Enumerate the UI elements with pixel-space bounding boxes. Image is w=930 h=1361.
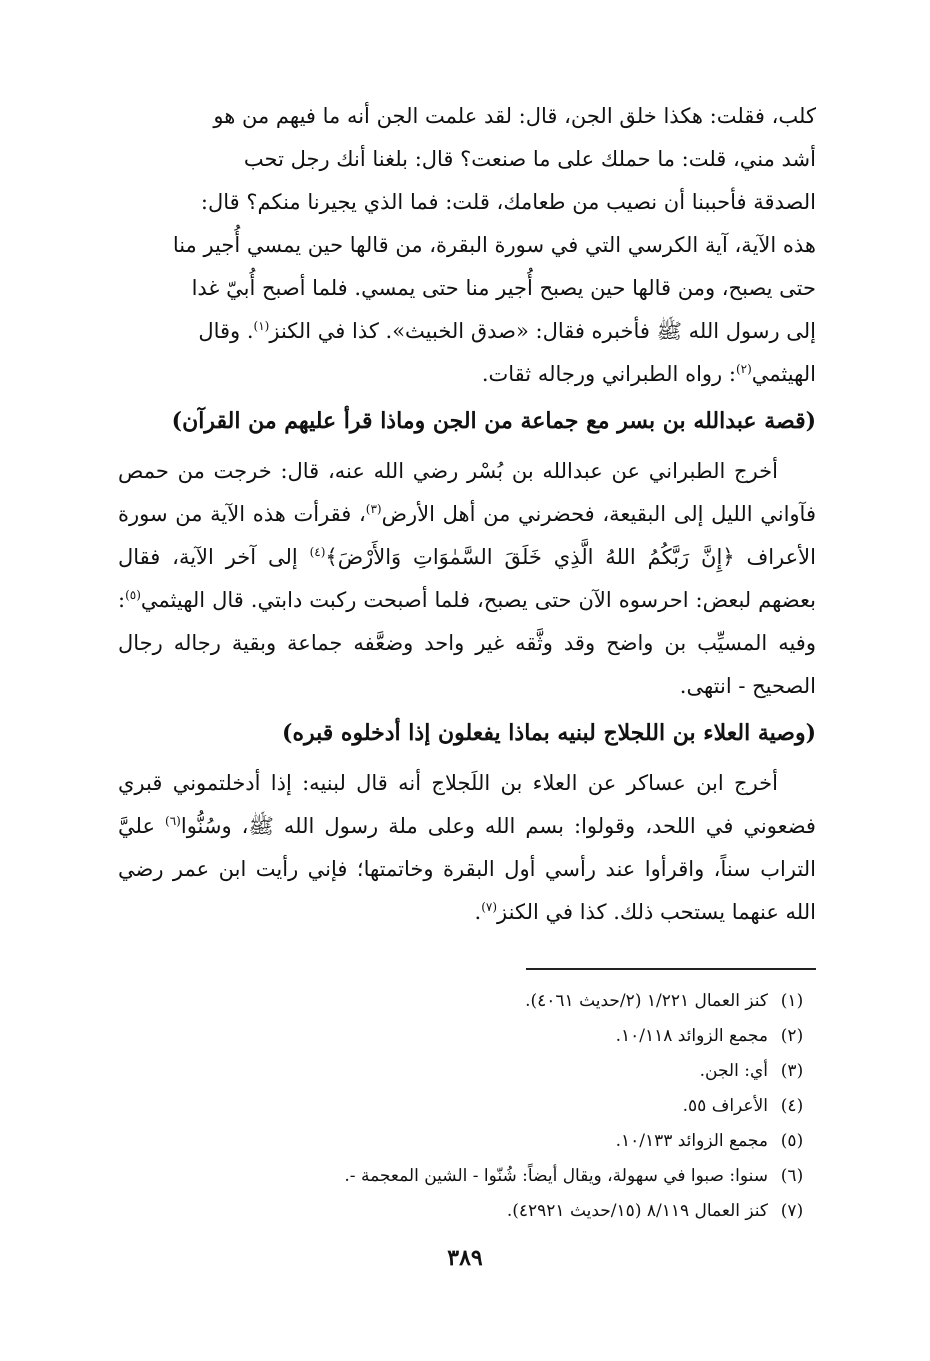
text-run: الهيثمي — [751, 362, 816, 386]
paragraph-ala-bin-lajlaj — [118, 762, 816, 934]
text-line: حتى يصبح، ومن قالها حين يصبح أُجير منا حتى يمسي. فلما أصبح أُبيّ غدا — [191, 276, 816, 300]
text-run: إلى رسول الله ﷺ فأخبره فقال: «صدق الخبيث». كذا في الكنز — [269, 319, 816, 343]
quran-verse: ﴿إِنَّ رَبَّكُمُ اللهُ الَّذِي خَلَقَ السَّمٰوَاتِ وَالأَرْضَ﴾ — [325, 545, 735, 569]
paragraph-abdullah-bin-busr — [118, 450, 816, 708]
text-run: إلى آخر الآية، فقال بعضهم لبعض: احرسوه الآن حتى يصبح، فلما أصبحت ركبت دابتي. قال الهيثمي — [118, 545, 816, 612]
footnote-number: (٧) — [780, 1201, 804, 1221]
footnote-item — [118, 1124, 816, 1159]
section-jinn-story-end — [118, 95, 816, 396]
book-page — [118, 95, 816, 1325]
page-number: ٣٨٩ — [447, 1245, 483, 1271]
footnote-number: (٦) — [780, 1166, 804, 1186]
text-run: : رواه الطبراني ورجاله ثقات. — [481, 362, 736, 386]
footnote-item — [118, 1054, 816, 1089]
footnote-ref-5[interactable]: (٥) — [125, 588, 141, 602]
footnote-text: أي: الجن. — [699, 1061, 768, 1081]
footnote-text: الأعراف ٥٥. — [682, 1096, 768, 1116]
footnote-ref-7[interactable]: (٧) — [481, 900, 498, 914]
footnote-number: (٥) — [780, 1131, 804, 1151]
text-run: : وفيه المسيِّب بن واضح وقد وثَّقه غير واحد وضعَّفه جماعة وبقية رجاله رجال الصحيح - انتهى. — [118, 588, 816, 698]
text-run: . — [474, 900, 482, 924]
footnote-ref-1[interactable]: (١) — [253, 319, 270, 333]
text-run: عليَّ التراب سناً، واقرأوا عند رأسي أول البقرة وخاتمتها؛ فإني رأيت ابن عمر رضي الله عنهما يستحب ذلك. كذا في الكنز — [118, 814, 816, 924]
text-line — [118, 310, 816, 353]
footnote-number: (١) — [780, 991, 804, 1011]
footnote-ref-6[interactable]: (٦) — [165, 814, 181, 828]
section-heading-ala-bin-lajlaj: (وصية العلاء بن اللجلاج لبنيه بماذا يفعلون إذا أدخلوه قبره) — [282, 720, 816, 746]
text-run: ، فقرأت هذه الآية من سورة الأعراف — [118, 502, 816, 569]
footnote-item — [118, 984, 816, 1019]
text-run: أخرج الطبراني عن عبدالله بن بُسْر رضي الله عنه، قال: خرجت من حمص فآواني الليل إلى البقيعة، فحضرني من أهل الأرض — [118, 459, 816, 526]
footnote-number: (٢) — [780, 1026, 804, 1046]
footnote-text: سنوا: صبوا في سهولة، ويقال أيضاً: شُنّوا - الشين المعجمة -. — [344, 1166, 768, 1186]
text-line — [118, 353, 816, 396]
text-run: . وقال — [198, 319, 254, 343]
text-line: الصدقة فأحببنا أن نصيب من طعامك، قلت: فما الذي يجيرنا منكم؟ قال: — [200, 190, 816, 214]
footnote-ref-3[interactable]: (٣) — [365, 502, 382, 516]
footnote-ref-4[interactable]: (٤) — [309, 545, 326, 559]
footnote-item — [118, 1194, 816, 1229]
text-line: هذه الآية، آية الكرسي التي في سورة البقرة، من قالها حين يمسي أُجير منا — [172, 233, 816, 257]
footnote-number: (٤) — [780, 1096, 804, 1116]
footnote-item — [118, 1019, 816, 1054]
footnote-text: كنز العمال ٨/١١٩ (١٥/حديث ٤٢٩٢١). — [506, 1201, 768, 1221]
footnotes — [118, 984, 816, 1229]
footnote-text: كنز العمال ١/٢٢١ (٢/حديث ٤٠٦١). — [525, 991, 768, 1011]
text-line: كلب، فقلت: هكذا خلق الجن، قال: لقد علمت الجن أنه ما فيهم من هو — [213, 104, 816, 128]
footnote-divider — [526, 968, 816, 970]
footnote-ref-2[interactable]: (٢) — [735, 362, 752, 376]
section-heading-abdullah-bin-busr: (قصة عبدالله بن بسر مع جماعة من الجن وماذا قرأ عليهم من القرآن) — [171, 408, 816, 434]
footnote-number: (٣) — [780, 1061, 804, 1081]
footnote-item — [118, 1089, 816, 1124]
footnote-item — [118, 1159, 816, 1194]
text-line: أشد مني، قلت: ما حملك على ما صنعت؟ قال: بلغنا أنك رجل تحب — [243, 147, 816, 171]
text-run: أخرج ابن عساكر عن العلاء بن اللَجلاج أنه قال لبنيه: إذا أدخلتموني قبري فضعوني في اللحد، وقولوا: بسم الله وعلى ملة رسول الله ﷺ، وسُنُّوا — [118, 771, 816, 838]
footnote-text: مجمع الزوائد ١٠/١٣٣. — [615, 1131, 768, 1151]
footnote-text: مجمع الزوائد ١٠/١١٨. — [615, 1026, 768, 1046]
